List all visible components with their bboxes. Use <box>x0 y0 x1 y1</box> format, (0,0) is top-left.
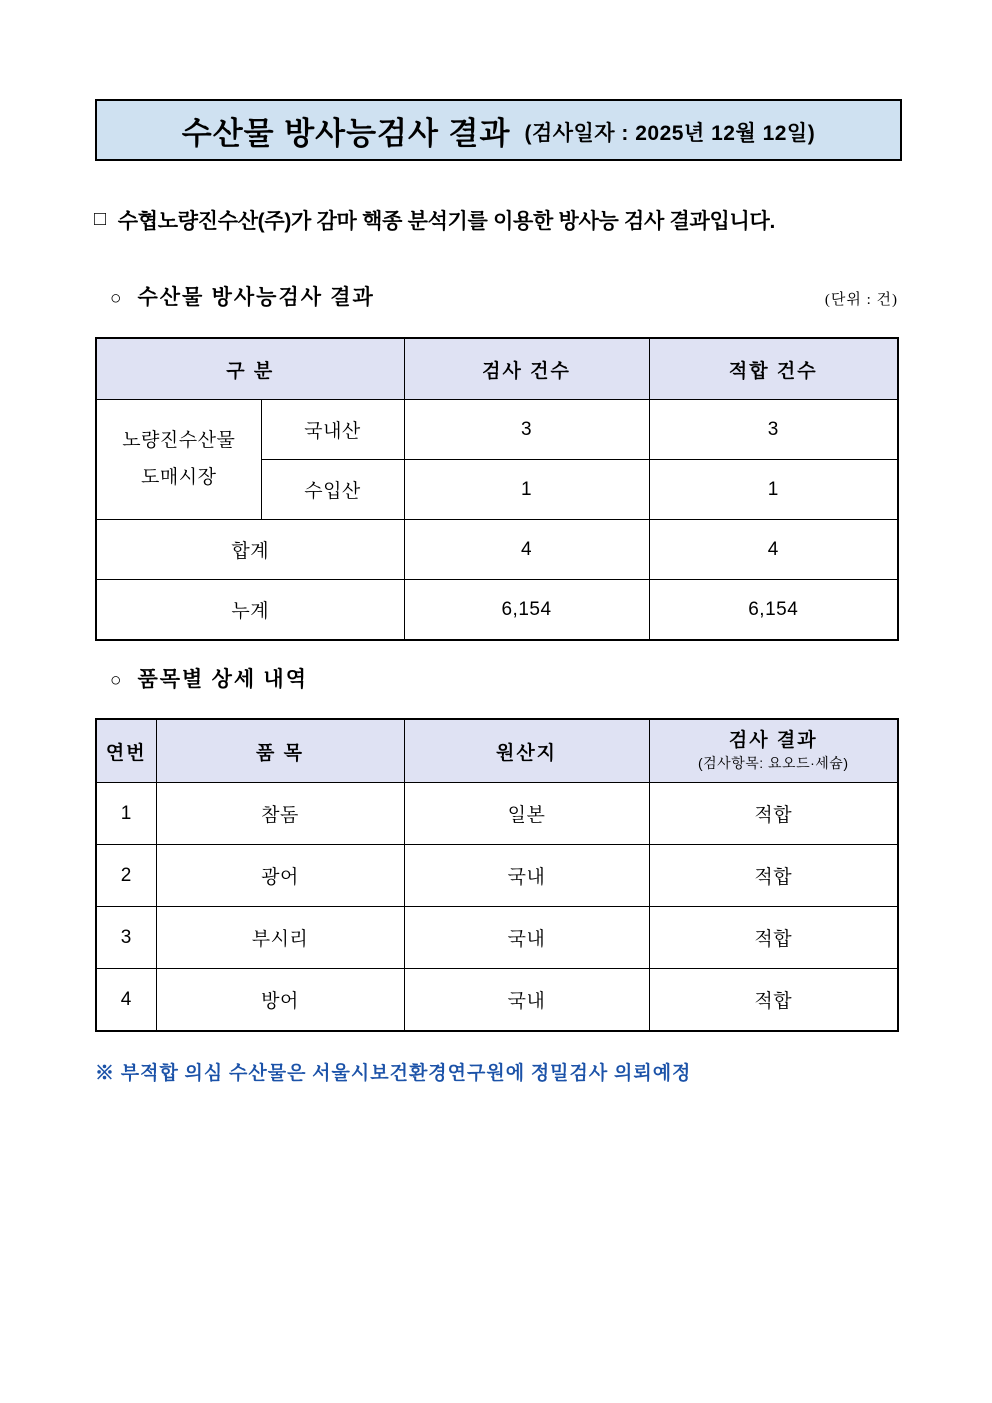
header-passed-count: 적합 건수 <box>649 338 898 400</box>
row-result: 적합 <box>649 845 898 907</box>
table-row <box>96 907 898 969</box>
row-origin: 일본 <box>404 783 649 845</box>
header-no: 연번 <box>96 719 156 783</box>
origin-domestic-label: 국내산 <box>261 400 404 460</box>
unit-label: (단위 : 건) <box>824 292 898 308</box>
checkbox-bullet-icon: □ <box>94 207 106 230</box>
market-group-cell <box>96 400 261 520</box>
detail-header-row <box>96 719 898 783</box>
row-result: 적합 <box>649 969 898 1032</box>
row-item: 광어 <box>156 845 404 907</box>
circle-bullet-icon: ○ <box>110 670 124 691</box>
footnote: ※ 부적합 의심 수산물은 서울시보건환경연구원에 정밀검사 의뢰예정 <box>95 1063 692 1084</box>
row-origin: 국내 <box>404 969 649 1032</box>
row-no: 2 <box>96 845 156 907</box>
table-row <box>96 969 898 1032</box>
summary-table <box>95 337 899 641</box>
section1-title: 수산물 방사능검사 결과 <box>137 285 375 309</box>
section2-heading-row <box>110 663 898 693</box>
item-detail-table <box>95 718 899 1032</box>
domestic-tested-value: 3 <box>404 400 649 460</box>
cumulative-tested-value: 6,154 <box>404 580 649 641</box>
table-row <box>96 845 898 907</box>
cumulative-label: 누계 <box>96 580 404 641</box>
row-no: 3 <box>96 907 156 969</box>
title-banner <box>95 99 902 161</box>
inspection-date: (검사일자 : 2025년 12월 12일) <box>524 122 816 145</box>
market-name-line1: 노량진수산물 <box>122 430 236 452</box>
origin-imported-label: 수입산 <box>261 460 404 520</box>
row-result: 적합 <box>649 907 898 969</box>
header-result <box>649 719 898 783</box>
imported-tested-value: 1 <box>404 460 649 520</box>
cumulative-passed-value: 6,154 <box>649 580 898 641</box>
page-title: 수산물 방사능검사 결과 <box>181 115 511 151</box>
section1-heading-row <box>110 281 898 311</box>
row-item: 부시리 <box>156 907 404 969</box>
cumulative-row <box>96 580 898 641</box>
summary-header-row <box>96 338 898 400</box>
row-no: 4 <box>96 969 156 1032</box>
total-passed-value: 4 <box>649 520 898 580</box>
total-tested-value: 4 <box>404 520 649 580</box>
total-label: 합계 <box>96 520 404 580</box>
header-item: 품 목 <box>156 719 404 783</box>
table-row <box>96 783 898 845</box>
circle-bullet-icon: ○ <box>110 288 124 309</box>
header-category: 구 분 <box>96 338 404 400</box>
row-result: 적합 <box>649 783 898 845</box>
intro-line <box>94 205 904 235</box>
total-row <box>96 520 898 580</box>
row-item: 참돔 <box>156 783 404 845</box>
table-row <box>96 400 898 460</box>
row-no: 1 <box>96 783 156 845</box>
header-origin: 원산지 <box>404 719 649 783</box>
section2-heading <box>110 663 308 693</box>
header-result-subtitle: (검사항목: 요오드·세슘) <box>698 755 849 771</box>
header-tested-count: 검사 건수 <box>404 338 649 400</box>
section1-heading <box>110 281 375 311</box>
section2-title: 품목별 상세 내역 <box>137 667 308 691</box>
row-item: 방어 <box>156 969 404 1032</box>
intro-text: 수협노량진수산(주)가 감마 핵종 분석기를 이용한 방사능 검사 결과입니다. <box>117 210 776 233</box>
row-origin: 국내 <box>404 907 649 969</box>
market-name-line2: 도매시장 <box>141 466 217 488</box>
imported-passed-value: 1 <box>649 460 898 520</box>
header-result-title: 검사 결과 <box>728 730 818 752</box>
row-origin: 국내 <box>404 845 649 907</box>
domestic-passed-value: 3 <box>649 400 898 460</box>
